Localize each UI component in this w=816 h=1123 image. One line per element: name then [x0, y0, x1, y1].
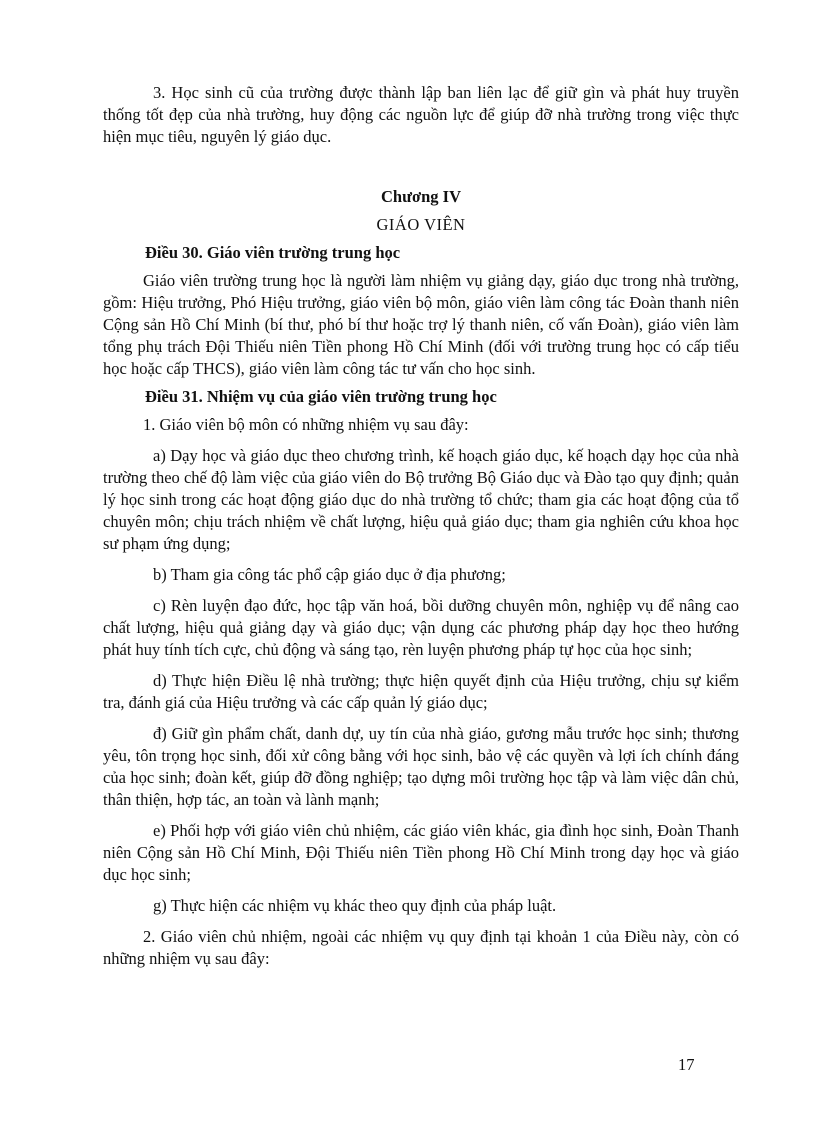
chapter-title: Chương IV [380, 187, 462, 206]
page-number: 17 [678, 1055, 695, 1074]
list-item-a: a) Dạy học và giáo dục theo chương trình, kế hoạch giáo dục, kế hoạch dạy học của nhà trường theo chế độ làm việc của giáo viên do Bộ trưởng Bộ Giáo dục và Đào tạo quy định; quản lý học sinh trong các hoạt động giáo dục do nhà trường tổ chức; tham gia các hoạt động của tổ chuyên môn; chịu trách nhiệm về chất lượng, hiệu quả giáo dục; tham gia nghiên cứu khoa học sư phạm ứng dụng; [103, 446, 739, 553]
article-31-clause-1: 1. Giáo viên bộ môn có những nhiệm vụ sau đây: [143, 415, 469, 434]
list-item-d: d) Thực hiện Điều lệ nhà trường; thực hiện quyết định của Hiệu trưởng, chịu sự kiểm tra, đánh giá của Hiệu trưởng và các cấp quản lý giáo dục; [103, 671, 739, 712]
article-30-body: Giáo viên trường trung học là người làm nhiệm vụ giảng dạy, giáo dục trong nhà trường, gồm: Hiệu trưởng, Phó Hiệu trưởng, giáo viên bộ môn, giáo viên làm công tác Đoàn thanh niên Cộng sản Hồ Chí Minh (bí thư, phó bí thư hoặc trợ lý thanh niên, cố vấn Đoàn), giáo viên làm tổng phụ trách Đội Thiếu niên Tiền phong Hồ Chí Minh (đối với trường trung học có cấp tiểu học hoặc cấp THCS), giáo viên làm công tác tư vấn cho học sinh. [103, 271, 739, 378]
list-item-e: e) Phối hợp với giáo viên chủ nhiệm, các giáo viên khác, gia đình học sinh, Đoàn Thanh niên Cộng sản Hồ Chí Minh, Đội Thiếu niên Tiền phong Hồ Chí Minh trong dạy học và giáo dục học sinh; [103, 821, 739, 884]
article-31-heading: Điều 31. Nhiệm vụ của giáo viên trường trung học [145, 387, 497, 406]
chapter-subtitle: GIÁO VIÊN [376, 215, 466, 234]
list-item-dd: đ) Giữ gìn phẩm chất, danh dự, uy tín của nhà giáo, gương mẫu trước học sinh; thương yêu, tôn trọng học sinh, đối xử công bằng với học sinh, bảo vệ các quyền và lợi ích chính đáng của học sinh; đoàn kết, giúp đỡ đồng nghiệp; tạo dựng môi trường học tập và làm việc dân chủ, thân thiện, hợp tác, an toàn và lành mạnh; [103, 724, 739, 809]
list-item-b: b) Tham gia công tác phổ cập giáo dục ở địa phương; [153, 565, 506, 584]
list-item-c: c) Rèn luyện đạo đức, học tập văn hoá, bồi dưỡng chuyên môn, nghiệp vụ để nâng cao chất lượng, hiệu quả giảng dạy và giáo dục; vận dụng các phương pháp dạy học theo hướng phát huy tính tích cực, chủ động và sáng tạo, rèn luyện phương pháp tự học của học sinh; [103, 596, 739, 659]
document-page [103, 82, 739, 970]
article-31-clause-2: 2. Giáo viên chủ nhiệm, ngoài các nhiệm vụ quy định tại khoản 1 của Điều này, còn có những nhiệm vụ sau đây: [103, 927, 739, 968]
article-30-heading: Điều 30. Giáo viên trường trung học [145, 243, 401, 262]
intro-paragraph: 3. Học sinh cũ của trường được thành lập ban liên lạc để giữ gìn và phát huy truyền thống tốt đẹp của nhà trường, huy động các nguồn lực để giúp đỡ nhà trường trong việc thực hiện mục tiêu, nguyên lý giáo dục. [103, 83, 739, 146]
list-item-g: g) Thực hiện các nhiệm vụ khác theo quy định của pháp luật. [153, 896, 557, 915]
